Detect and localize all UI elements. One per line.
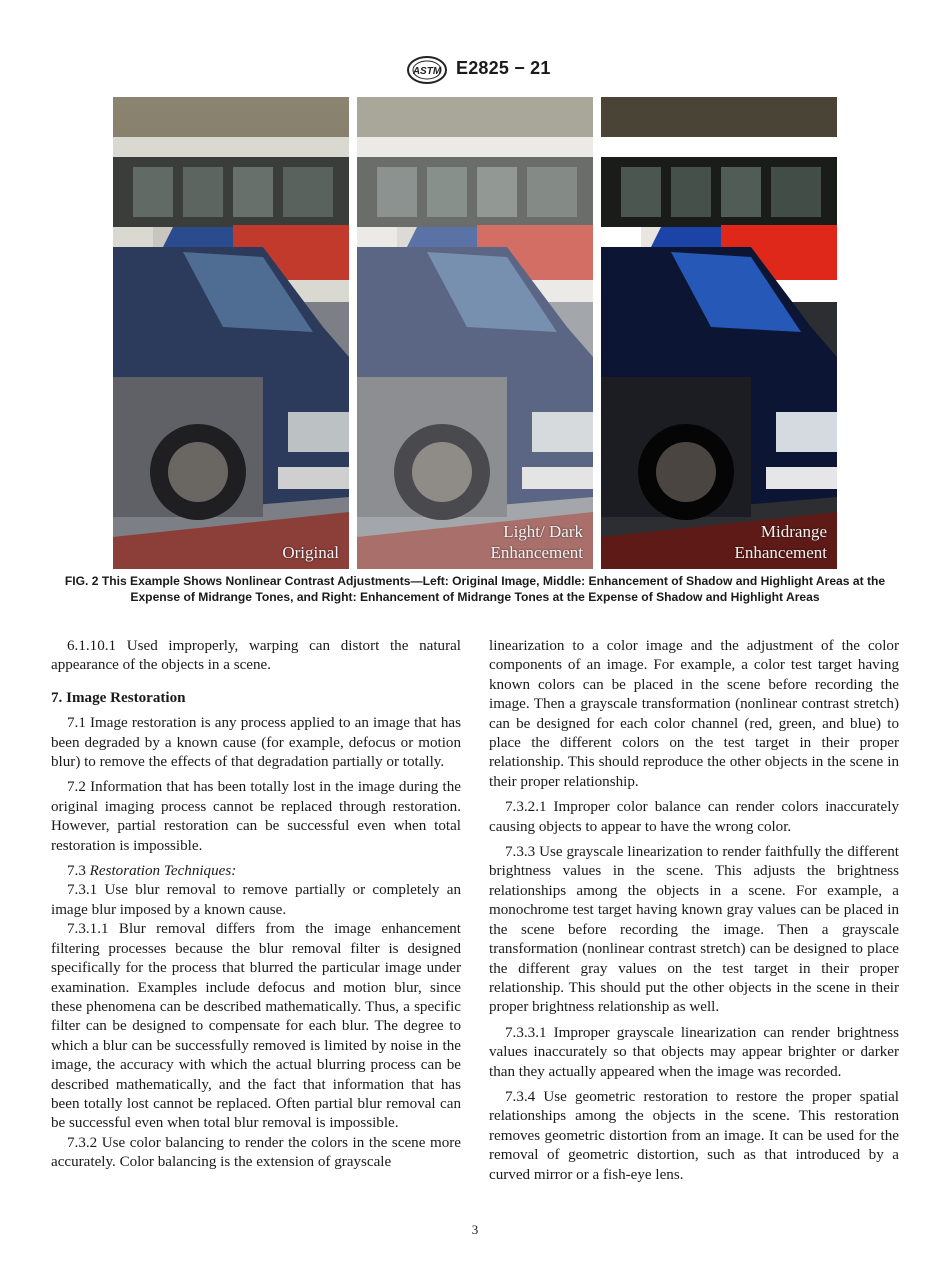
paragraph-7-3-2: 7.3.2 Use color balancing to render the colors in the scene more accurately. Color balancing is the extension of grayscale [51, 1134, 461, 1171]
paragraph-7-3-1-1: 7.3.1.1 Blur removal differs from the image enhancement filtering processes because the blur removal filter is designed specifically for the process that blurred the particular image under examination. Examples include defocus and motion blur, since these phenomena can be described mathematically. Thus, a specific filter can be designed to compensate for each blur. The degree to which a blur can be successfully removed is limited by noise in the image, the accuracy with which the actual blurring process can be described mathematically, and the fact that information that has been totally lost cannot be replaced. Often partial blur removal can be successful even when total blur removal is impossible. [51, 921, 461, 1132]
svg-text:ASTM: ASTM [412, 66, 442, 77]
standard-designation: E2825 − 21 [456, 58, 551, 78]
truck-photo-midrange [601, 97, 837, 569]
paragraph-7-3-1: 7.3.1 Use blur removal to remove partially or completely an image blur imposed by a known cause. [51, 882, 461, 918]
paragraph-7-3-4: 7.3.4 Use geometric restoration to restore the proper spatial relationships among the objects in the scene. This restoration removes geometric distortion from an image. It can be used for the removal of geometric distortion, such as that introduced by a curved mirror or a fish-eye lens. [489, 1088, 899, 1183]
truck-photo-original [113, 97, 349, 569]
astm-logo-icon [406, 55, 448, 85]
paragraph-7-3-title: Restoration Techniques: [89, 863, 237, 880]
section-heading-7: 7. Image Restoration [51, 689, 186, 706]
left-column [51, 637, 461, 1179]
figure-caption: FIG. 2 This Example Shows Nonlinear Contrast Adjustments—Left: Original Image, Middle: Enhancement of Shadow and Highlight Areas at the Expense of Midrange Tones, and Right: Enhancement of Midrange Tones at the Expense of Shadow and Highlight Areas [64, 574, 886, 604]
paragraph-7-1: 7.1 Image restoration is any process applied to an image that has been degraded by a known cause (for example, defocus or motion blur) to remove the effects of that degradation partially or totally. [51, 715, 461, 771]
right-column [489, 637, 899, 1191]
paragraph-7-3-2-1: 7.3.2.1 Improper color balance can render colors inaccurately causing objects to appear to have the wrong color. [489, 799, 899, 835]
paragraph-7-2: 7.2 Information that has been totally lost in the image during the original imaging process cannot be replaced through restoration. However, partial restoration can be successful even when total restoration is impossible. [51, 779, 461, 854]
page-number: 3 [471, 1222, 479, 1237]
paragraph-7-3 [51, 862, 461, 881]
paragraph-6-1-10-1: 6.1.10.1 Used improperly, warping can distort the natural appearance of the objects in a scene. [51, 638, 461, 674]
paragraph-7-3-3: 7.3.3 Use grayscale linearization to render faithfully the different brightness values in the scene. This adjusts the brightness relationships among the objects in a scene. For example, a monochrome test target having known gray values can be placed in the scene before recording the image. Then a grayscale transformation (nonlinear contrast stretch) can be designed to place the different gray values on the test target in their proper relationship. This should put the other objects in the scene in their proper brightness relationship as well. [489, 844, 899, 1016]
figure-2 [113, 97, 837, 569]
figure-panel-midrange [601, 97, 837, 569]
panel-label-light-dark: Light/ Dark Enhancement [490, 522, 583, 562]
figure-panel-original [113, 97, 349, 569]
truck-photo-light-dark [357, 97, 593, 569]
panel-label-midrange: Midrange Enhancement [734, 522, 827, 562]
panel-label-original: Original [282, 543, 339, 562]
paragraph-7-3-3-1: 7.3.3.1 Improper grayscale linearization can render brightness values inaccurately so that objects may appear brighter or darker than they actually appeared when the image was recorded. [489, 1024, 899, 1080]
paragraph-7-3-number: 7.3 [67, 863, 86, 880]
page-header [0, 52, 950, 88]
figure-panel-light-dark [357, 97, 593, 569]
paragraph-7-3-2-continued: linearization to a color image and the adjustment of the color components of an image. For example, a color test target having known colors can be placed in the scene before recording the image. Then a grayscale transformation (nonlinear contrast stretch) can be designed for each color channel (red, green, and blue) to place the different colors on the test target in their proper relationship. This should reproduce the other objects in the scene in their proper relationship. [489, 638, 899, 790]
